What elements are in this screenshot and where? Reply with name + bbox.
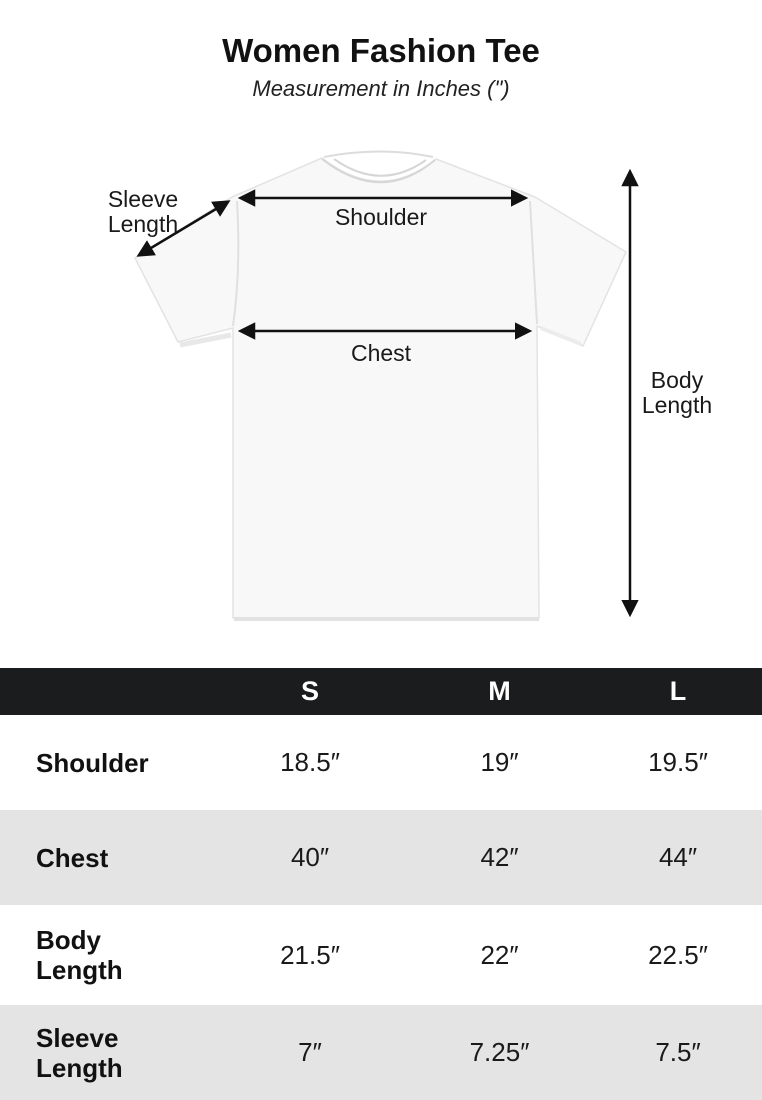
row-label-sleeve-length: Sleeve Length	[36, 1022, 123, 1083]
size-table-corner-cell	[0, 668, 215, 715]
table-row-body-length	[0, 905, 762, 1005]
chest-value-l: 44″	[658, 842, 698, 872]
table-row-sleeve-length	[0, 1005, 762, 1100]
body-length-value-s: 21.5″	[280, 939, 340, 970]
size-column-header-l: L	[669, 676, 687, 706]
size-table	[0, 668, 762, 1100]
chest-value-m: 42″	[480, 842, 519, 872]
sleeve-length-label-line2: Length	[107, 211, 179, 237]
page-subtitle: Measurement in Inches (")	[252, 76, 510, 101]
shoulder-value-m: 19″	[480, 747, 519, 777]
shoulder-value-l: 19.5″	[648, 747, 708, 777]
table-row-shoulder	[0, 715, 762, 810]
header	[0, 0, 762, 120]
row-label-shoulder: Shoulder	[36, 747, 149, 778]
chest-value-s: 40″	[290, 842, 330, 872]
body-length-value-m: 22″	[480, 939, 519, 970]
sleeve-length-label-line1: Sleeve	[107, 186, 179, 212]
tshirt-diagram-svg	[0, 120, 762, 668]
row-label-body-length: Body Length	[36, 925, 123, 985]
page-title: Women Fashion Tee	[222, 32, 540, 69]
body-length-label-line1: Body	[650, 367, 704, 393]
chest-label: Chest	[350, 340, 412, 366]
sleeve-length-value-m: 7.25″	[469, 1037, 530, 1067]
size-column-header-m: M	[488, 676, 511, 706]
tshirt-measurement-diagram	[0, 120, 762, 668]
row-label-chest: Chest	[36, 842, 109, 873]
body-length-label-line2: Length	[641, 392, 713, 418]
size-table-header-row	[0, 668, 762, 715]
body-length-value-l: 22.5″	[648, 939, 708, 970]
size-column-header-s: S	[300, 676, 319, 706]
collar-back-line	[324, 152, 433, 158]
sleeve-length-value-s: 7″	[298, 1037, 322, 1067]
table-row-chest	[0, 810, 762, 905]
shoulder-value-s: 18.5″	[280, 747, 340, 777]
shoulder-label: Shoulder	[334, 204, 428, 230]
sleeve-length-value-l: 7.5″	[655, 1037, 701, 1067]
